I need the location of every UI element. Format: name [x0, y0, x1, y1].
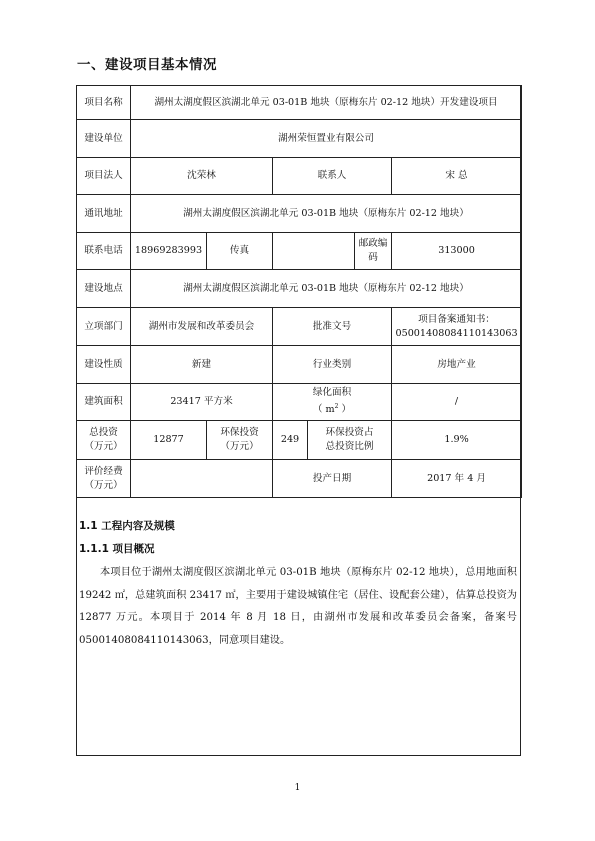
nature-value: 新建: [131, 346, 273, 384]
fax-postcode-cell: [273, 233, 392, 270]
row-phone: [77, 233, 522, 270]
contact-label: 联系人: [273, 158, 392, 195]
approval-doc-label: 批准文号: [273, 308, 392, 346]
subsection-heading-1-1: 1.1 工程内容及规模: [79, 520, 175, 532]
eval-fee-value: [131, 460, 273, 498]
site-label: 建设地点: [77, 270, 131, 308]
row-investment: [77, 421, 522, 460]
env-ratio-value: 1.9%: [392, 421, 522, 460]
green-area-unit-open: （ m: [312, 404, 335, 416]
builder-label: 建设单位: [77, 120, 131, 158]
floor-area-value: 23417 平方米: [131, 384, 273, 421]
eval-fee-label-line1: 评价经费: [84, 465, 123, 477]
project-name-value: 湖州太湖度假区滨湖北单元 03-01B 地块（原梅东片 02-12 地块）开发建设项目: [131, 86, 522, 120]
env-invest-ratio-cell: [273, 421, 392, 460]
section-heading: 一、建设项目基本情况: [77, 57, 217, 73]
total-invest-value: 12877: [131, 421, 207, 460]
postcode-value: 313000: [392, 233, 522, 270]
row-nature: [77, 346, 522, 384]
floor-area-label: 建筑面积: [77, 384, 131, 421]
legal-rep-label: 项目法人: [77, 158, 131, 195]
page-number: 1: [294, 783, 301, 793]
fax-value: [273, 233, 355, 269]
address-value: 湖州太湖度假区滨湖北单元 03-01B 地块（原梅东片 02-12 地块）: [131, 195, 522, 233]
builder-value: 湖州荣恒置业有限公司: [131, 120, 522, 158]
site-value: 湖州太湖度假区滨湖北单元 03-01B 地块（原梅东片 02-12 地块）: [131, 270, 522, 308]
project-info-table: [76, 85, 522, 498]
row-eval-fee: [77, 460, 522, 498]
fax-label: 传真: [207, 233, 273, 270]
industry-value: 房地产业: [392, 346, 522, 384]
project-name-label: 项目名称: [77, 86, 131, 120]
row-area: [77, 384, 522, 421]
approval-doc-value: [392, 308, 522, 346]
row-address: [77, 195, 522, 233]
env-invest-label-line1: 环保投资: [220, 427, 259, 438]
total-invest-label-line2: （万元）: [84, 441, 123, 452]
phone-value: 18969283993: [131, 233, 207, 270]
green-area-label-line2: [275, 400, 389, 417]
start-date-value: 2017 年 4 月: [392, 460, 522, 498]
green-area-unit-sup: 2: [334, 403, 339, 411]
approval-doc-line1: 项目备案通知书：: [418, 313, 495, 325]
green-area-value: /: [392, 384, 522, 421]
nature-label: 建设性质: [77, 346, 131, 384]
subsection-heading-1-1-1: 1.1.1 项目概况: [79, 543, 155, 555]
eval-fee-label-line2: （万元）: [84, 479, 123, 491]
approval-dept-value: 湖州市发展和改革委员会: [131, 308, 273, 346]
env-ratio-label: [308, 421, 391, 459]
total-invest-label: [77, 421, 131, 460]
legal-rep-value: 沈荣林: [131, 158, 273, 195]
row-project-name: [77, 86, 522, 120]
env-ratio-label-line1: 环保投资占: [325, 427, 374, 438]
approval-doc-line2: 05001408084110143063: [395, 327, 518, 339]
phone-label: 联系电话: [77, 233, 131, 270]
total-invest-label-line1: 总投资: [89, 427, 118, 438]
green-area-label-line1: 绿化面积: [312, 387, 352, 399]
approval-dept-label: 立项部门: [77, 308, 131, 346]
eval-fee-label: [77, 460, 131, 498]
row-legal-rep: [77, 158, 522, 195]
row-approval: [77, 308, 522, 346]
row-site: [77, 270, 522, 308]
env-invest-value: 249: [273, 421, 308, 459]
env-invest-label: [207, 421, 273, 460]
green-area-unit-close: ）: [338, 404, 352, 416]
postcode-label: 邮政编码: [358, 238, 388, 263]
overview-paragraph: 本项目位于湖州太湖度假区滨湖北单元 03-01B 地块（原梅东片 02-12 地块），总用地面积 19242 ㎡，总建筑面积 23417 ㎡，主要用于建设城镇住宅（居住、设配套公建），估算总投资为 12877 万元。本项目于 2014 年 8 月 18 日，由湖州市发展和改革委员会备案，备案号 05001408084110143063，同意项目建设。: [79, 567, 517, 646]
start-date-label: 投产日期: [273, 460, 392, 498]
env-invest-label-line2: （万元）: [220, 441, 259, 452]
env-ratio-label-line2: 总投资比例: [325, 441, 374, 452]
green-area-label: [273, 384, 392, 421]
row-builder: [77, 120, 522, 158]
industry-label: 行业类别: [273, 346, 392, 384]
address-label: 通讯地址: [77, 195, 131, 233]
contact-value: 宋 总: [392, 158, 522, 195]
